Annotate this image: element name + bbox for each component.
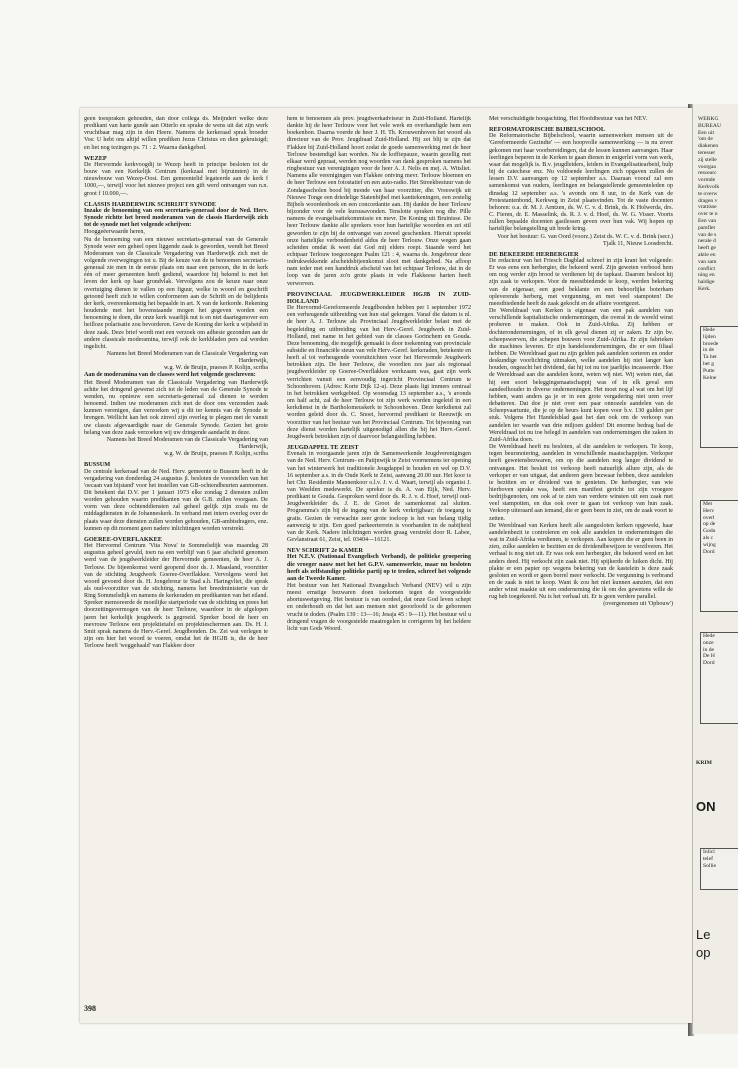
article-paragraph: De Wereldraad van Kerken is eigenaar van een pak aandelen van verschillende kapitalistische ondernemingen, die overal in de wereld winst proberen te maken. Ook in Zuid-Afrika. Zij hebben er dochterondernemingen, of in elk geval dienen zij er zaken. Er zijn bv. scheepswerven, die schepen bouwen voor Zuid-Afrika. Er zijn fabrieken die machines leveren. Er zijn handelsondernemingen, die er een filiaal hebben. De Wereldraad gaat nu zijn gelden pak aandelen sorteren en onder deskundige voorlichting uitmaken, welke aandelen hij niet langer kan houden, ongeacht het dividend, dat hij tot nu toe jaarlijks incasseerde. Hoe de Wereldraad aan die aandelen komt, weten wij niet. Wij weten niet, dat hij een soort beleggingsmaatschappij was of in elk geval een aandeelhouder in diverse ondernemingen. Het moet nog al wat om het lijf hebben, want anders ga je er in een grote vergadering niet uren over debatteren. Dat doe je niet over een paar onnozele aandelen van de Scheepvaartunie, die je op de beurs kunt kopen voor b.v. 130 gulden per stuk. Volgens Het Handelsblad gaat het dan ook om de verkoop van aandelen ter waarde van drie miljoen gulden! Dit enorme bedrag had de Wereldraad tot nu toe belegd in aandelen van ondernemingen die zaken in Zuid-Afrika doen.: [489, 308, 673, 443]
article-paragraph: De Wereldraad heeft nu besloten, al die aandelen te verkopen. Te koop, tegen beursnotering, aandelen in verschillende maatschappijen. Verkoper heeft gewetensbezwaren, om op die aandelen nog langer dividend te ontvangen. Het besluit tot verkoop heeft natuurlijk allure zijn, als de verkoper er van uitgaat, dat anderen geen bezwaar hebben, deze aandelen te bezitten en er dividend van te genieten. De herbergier, van wie hierboven sprake was, heeft een manifest gericht tot zijn vroegere bedrijfsgenoten, om ook af te zien van verdere winsten uit een zaak met veel stampotten, en dus ook over te gaan tot verkoop van hun zaak. Verkoop uiteraard aan iemand, die er geen been in ziet, om de zaak voort te zetten.: [489, 444, 673, 522]
article-paragraph: (overgenomen uit 'Opbouw'): [603, 601, 673, 608]
right-page-line: teresser: [698, 149, 716, 156]
right-page-line: broede: [703, 340, 719, 347]
article-paragraph: De Wereldraad van Kerken heeft alle aangesloten kerken opgewekt, haar aandelenbezit te controleren en ook alle aandelen in ondernemingen die wat in Zuid-Afrika verdienen, te verkopen. Aan kopers die er geen been in zien, zulke aandelen te bezitten en de dividendbewijzen te verzilveren. Het verhaal is nog niet uit. Er was ook een herbergier, die bekeerd werd en het anders deed. Hij verkocht zijn zaak niet. Hij spijkerde de luiken dicht. Hij plakte er een papier op: wegens bekering van de kastelein is deze zaak gesloten en wordt er geen borrel meer verkocht. De vergunning is verbrand en de zaak is niet te koop. Want ik zou het niet kunnen aanzien, dat een ander winst maakte uit een onderneming die ik om des gewetens wille de rug heb toegekeerd. Nu is het verhaal uit. Er is geen verdere parallel.: [489, 522, 673, 601]
right-page-line: Hede: [703, 327, 715, 333]
right-page-box-3: [700, 632, 738, 724]
right-page-line: het g: [703, 360, 715, 367]
right-page-line: als c: [703, 534, 714, 541]
right-page-line: voorgaa: [698, 163, 716, 170]
right-page-line: Godu: [703, 528, 716, 535]
article-paragraph: geen toespraken gehouden, dan door collega ds. Meijndert welke deze predikant van harte gunde aan Otterlo en sprake de wens uit dat zijn werk vruchtbaar mag zijn in den Heere. Namens de kerkeraad sprak broeder Vos: U hebt ons altijd willen prediken Jezus Christus en dien gekruisigd; en liet nog tezingen ps. 71 : 2. Waarna dankgebed.: [84, 116, 268, 151]
article-heading: BUSSUM: [84, 461, 111, 469]
article-paragraph: De redacteur van het Friesch Dagblad schreef in zijn krant het volgende: Er was eens een herbergier, die bekeerd werd. Zijn geweten verbood hem om nog verder zijn brood te verdienen bij de tapkast. Daarom besloot hij zijn zaak te verkopen. Voor de meestbiedende te koop, werden bekering van de eigenaar, een goed beklante en een behoorlijke boterham opleverende herberg, met vergunning, en met veel stampoten! De meestbiedende heeft de zaak gekocht en de affaire voortgezet.: [489, 257, 673, 307]
right-page-line: overl: [703, 514, 715, 521]
right-page-line: conflict: [698, 265, 716, 272]
right-page-line: Putte: [703, 367, 715, 374]
right-page-line: vormde: [698, 177, 716, 184]
column-1: [84, 116, 268, 992]
article-heading: PROVINCIAAL JEUGDWERKLEIDER HGJB IN ZUID-HOLLAND: [287, 290, 471, 305]
right-page-line: haldige: [698, 279, 715, 286]
article-paragraph: Evenals in voorgaande jaren zijn de Samenwerkende Jeugdverenigingen van de Ned. Herv. Centrum- en Patijnwijk te Zeist voornemens ter opening van het winterwerk het traditionele Jeugdappel te houden en wel op D.V. 16 september a.s. in de Oude Kerk te Zeist, aanvang 20.00 uur. Het koor is het Chr. Residentie Mannenkoor o.l.v. J. v. d. Waart, terwijl als organist J. van Weelden medewerkt. De spreker is ds. A. van Eijk, Ned. Herv. predikant te Gouda. Gesproken werd door ds. R. J. v. d. Hoef, terwijl oud-Jeugdwerkleider ds. J. E. de Groot de samenkomst zal sluiten. Programma's zijn bij de ingang van de kerk verkrijgbaar; de toegang is gratis. Gezien de verwachte zeer grote toeloop is het van belang tijdig aanwezig te zijn. Een goed parkeerterrein is voorhanden in de nabijheid van de Kerk. Nadere inlichtingen worden graag verstrekt door R. Labee, Gevlanstraat 61, Zeist, tel. 03404—16121.: [287, 451, 471, 544]
article-paragraph: De Hervormde kerkvoogdij te Wezep heeft in principe besloten tot de bouw van een Kerkelijk Centrum (kerkzaal met bijruimten) in de nieuwbouw van Wezep-Oost. Een gemeentelid legateerde aan de kerk f 1000,—, terwijl voor het nieuwe project een gift werd ontvangen van n.n. groot f 10.000,—.: [84, 161, 268, 197]
right-page-line: aktie en: [698, 251, 716, 258]
right-page-line: nerale d: [698, 238, 716, 245]
right-page-box-2: [700, 500, 738, 612]
right-page-line: BUREAU: [698, 122, 721, 129]
article-paragraph: Voor het bestuur: G. van Oord (voorz.) Zeist ds. W. C. v. d. Brink (secr.) Tjalk 11, Nieuw Loosdrecht.: [497, 233, 673, 247]
article-paragraph: Namens het Breed Moderamen van de Classicale Vergadering van Harderwijk,: [106, 351, 268, 365]
right-page-line: Kerk.: [698, 285, 711, 292]
article-heading: NEV SCHRIFT 2e KAMER: [287, 547, 363, 555]
right-page-line: Een uit: [698, 129, 715, 136]
column-3: [489, 116, 673, 992]
right-page-line: op de: [703, 521, 716, 528]
right-page-line: Kelne: [703, 374, 717, 381]
right-page-line: dragen v: [698, 197, 718, 204]
article-paragraph: Het Hervormd Centrum 'Vita Nova' te Sommelsdijk was maandag 28 augustus geheel gevuld, toen na een verblijf van 6 jaar afscheid genomen werd van de jeugdwerkleider der Hervormde gemeenten, de heer A. J. Terlouw. De bijeenkomst werd geopend door ds. J. Maasland, voorzitter van de stichting Jeugdwerk Goeree-Overflakkee. Vervolgens werd het woord gevoerd door ds. H. Jongebreur te Stad a.h. Haringvliet, die sprak als oud-voorzitter van de stichting, namens het breedministerie van de Ring Sommelsdijk en namens de kerkeraden en predikanten van het eiland. Spreker memoreerde de moeilijke startperiode van de stichting en prees het doorzettingsvermogen van de heer Terlouw, waardoor in de afgelopen jaren het kerkelijk jeugdwerk is gegroeid. Spreker bood de heer en mevrouw Terlouw een projektietafel en projektieschermen aan. Ds. H. J. Smit sprak namens de Herv.-Geref. Jeugdbonden. Ds. Zei wat verlegen te zijn om hier het woord te voeren, omdat het de HGJB is, die de heer Terlouw heeft 'weggehaald' van Flakkee door: [84, 543, 268, 650]
right-page-krim: KRIM: [696, 760, 712, 766]
right-page-on: ON: [696, 800, 716, 814]
article-heading: CLASSIS HARDERWIJK SCHRIJFT SYNODE: [84, 200, 217, 208]
right-page-line: zij stelle: [698, 156, 717, 163]
article-heading: REFORMATORISCHE BIJBELSCHOOL: [489, 126, 606, 134]
page-number: 398: [84, 1004, 96, 1013]
article-paragraph: Namens het Breed Moderamen van de Classicale Vergadering van Harderwijk,: [106, 436, 268, 451]
right-page-line: Sollie: [703, 862, 717, 869]
column-2: [287, 116, 471, 992]
article-paragraph: Nu de benoeming van een nieuwe secretaris-generaal van de Generale Synode weer een geheel open liggende zaak is geworden, wendt het Breed Moderamen van de Classicale Vergadering van Harderwijk zich met de volgende overwegingen tot u. Bij de keuze van de te benoemen secretaris-generaal zie men in de eerste plaats om naar een persoon, die in de kerk één of meer gemeenten heeft gediend, waardoor hij bekend is met het leven der kerk op haar grondvlak. Vervolgens zou de keuze naar onze overtuiging dienen te vallen op een figuur, welke in woord en geschrift getoond heeft zich te willen conformeren aan de Schrift en de belijdenis der kerk, overeenkomstig het bepaalde in art. X van de kerkorde. Rekening houdende met het bovenstaande mogen het gegeven worden een benoeming te doen, die onze kerk waarlijk nut is en niet daartegenover een heilloze polarisatie zou bevorderen. Geve de Koning der kerk u wijsheid in deze zaak. Deze brief wordt met een verzoek om adhesie gezonden aan de andere classicale moderamina, terwijl ook de kerkbladen pers zal worden ingelicht.: [84, 236, 268, 350]
right-page-line: Inlicl: [703, 849, 715, 855]
right-page-line: pamflet: [698, 224, 716, 231]
right-page-line: onze: [703, 639, 714, 646]
article-paragraph: Het Breed Moderamen van de Classicale Vergadering van Harderwijk achtte het dringend gewenst zich tot de leden van de Generale Synode te wenden, nu opnieuw een secretaris-generaal zal dienen te worden benoemd. Indien uw moderamen zich met de door ons verzonden zaak kunnen verenigen, dan verzoeken wij u dit ter kennis van de Synode te brengen. Wellicht kan het ook zinvol zijn overleg te plegen met de vanuit uw classis afgevaardigde naar de Generale Synode. Gezien het grote belang van deze zaak verzoeken wij uw dringende aandacht in deze.: [84, 379, 268, 436]
right-page-line: lijden: [703, 333, 716, 340]
right-page-op: op: [696, 946, 711, 960]
right-page-line: telef: [703, 855, 713, 862]
right-page-line: vrattisse: [698, 204, 717, 211]
right-page-line: wijng: [703, 541, 716, 548]
article-paragraph: hem te benoemen als prov. jeugdwerkadviseur in Zuid-Holland. Hartelijk dankte hij de heer Terlouw voor het vele werk en overhandigde hem een boekenbon. Daarna voerde de heer J. H. Th. Krouwenhoven het woord als directeur van de Prov. Jeugdraad Zuid-Holland. Hij zei blij te zijn dat Flakkee bij Zuid-Holland hoort zodat de goede samenwerking met de heer Terlouw bestendigd kan worden. Na de koffiepauze, waarin gezellig met elkaar werd gepraat, werden nog woorden van dank gesproken namens het ringbestuur van verenigingen voor de heer A. J. Nelis en mej. A. Witsliet. Namens alle verenigingen van Flakkee ontving mevr. Terlouw bloemen en de heer Terlouw een fotostatief en een auto-radio. Het Streekbestuur van de Zondagsscholen bood bij monde van haar voorzitter, dhr. Vreeswijk uit Nieuwe Tonge een driedelige Statenbijbel met kanttekeningen, een zestelig Bijbels woordenboek en een concordantie aan. Hij dankte de heer Terlouw bijzonder voor de vele kursusavonden. Tenslotte spraken nog dhr. Pille namens de evangelisatiekommissie en mevr. De Koning uit Bruinisse. De heer Terlouw dankte alle sprekers voor hun hartelijke woorden en zei stil geworden te zijn bij de ontvangst van zoveel geschenken. Hieruit spreekt onze hartelijke verbondenheid aldus de heer Terlouw. Onze wegen gaan scheiden omdat ik weet dat God mij elders roept. Staande werd het echtpaar Terlouw toegezongen Psalm 121 : 4, waarna ds. Jongebreur deze indrukwekkende afscheidsbijeenkomst sloot met dankgebed. Na afloop nam ieder met een handdruk afscheid van het echtpaar Terlouw, dat in de loop van de jaren zo'n grote plaats in vele Flakkeese harten heeft verworven.: [287, 116, 471, 287]
right-page-line: Kerkvolk: [698, 183, 720, 190]
right-page-line: ning en: [698, 272, 715, 279]
right-page-line: Hede: [703, 633, 715, 639]
right-page-le: Le: [696, 928, 711, 942]
right-page-line: WERKG: [698, 116, 719, 122]
article-paragraph: De Hervormd-Gereformeerde Jeugdbonden hebben per 1 september 1972 een verheugende uitbreiding van hun staf gekregen. Vanaf die datum is nl. de heer A. J. Terlouw als Provinciaal Jeugdwerkleider belast met de begeleiding en uitbreiding van het Herv.-Geref. Jeugdwerk in Zuid-Holland, met name in het gebied van de classes Gorinchem en Gouda. Deze benoeming, die mogelijk gemaakt is door toekenning van provinciale subsidie en financiële steun van vele Herv.-Geref. kerkeraden, betekente en heeft al tot verheugende vooruitzichten voor het Hervormde Jeugdwerk betrokken zijn. De heer Terlouw, die voordien zes jaar als regionaal jeugdwerkleider op Goeree-Overflakkee werkzaam was, gaat zijn werk verrichten vanuit een eenvoudig ingericht Provinciaal Centrum te Schoonhoven. (Adres: Korte Dijk 12-a). Deze plaats ligt immers centraal in het betrokken werkgebied. Op woensdag 13 september a.s., 's avonds om half acht, zal de heer Terlouw tot zijn werk worden ingeleid in een kerkdienst in de Bartholomeuskerk te Schoonhoven. Deze kerkdienst zal worden geleid door ds. C. Snoei, hervormd predikant te Reeuwijk en voorzitter van het bestuur van het Provinciaal Centrum. Tot bijwoning van deze dienst worden hartelijk uitgenodigd allen die bij het Herv.-Geref. Jeugdwerk betrokken zijn of daarvoor belangstelling hebben.: [287, 305, 471, 440]
right-page-line: te overw: [698, 190, 718, 197]
article-paragraph: Het N.E.V. (Nationaal Evangelisch Verband), de politieke groepering die vroeger nauw met het het G.P.V. samenwerkte, maar nu besloten heeft als zelfstandige politieke partij op te treden, schreef het volgende aan de Tweede Kamer.: [287, 554, 471, 582]
right-page-line: heeft ge: [698, 245, 716, 252]
article-paragraph: w.g. W. de Bruijn, praeses P. Kolijn, scriba: [163, 365, 268, 372]
article-heading: JEUGDAPPEL TE ZEIST: [287, 444, 359, 452]
article-paragraph: Aan de moderamina van de classes werd het volgende geschreven:: [84, 372, 256, 379]
article-paragraph: Het bestuur van het Nationaal Evangelisch Verband (NEV) wil u zijn meest ernstige bezwaren doen toekomen tegen de voorgestelde abortuswetgeving. Het bestuur is van oordeel, dat onze God leven schept en onderhoudt en dat het aan mensen niet geoorloofd is de geborenen vrucht te doden. (Psalm 139 : 13—16; Jesaja 45 : 9—11). Het bestuur wil u dringend vragen de voorgestelde maatregelen te corrigeren bij het heldere licht van Gods Woord.: [287, 583, 471, 632]
right-page-line: Dord: [703, 660, 715, 667]
article-paragraph: Hooggeëerwaarde heren,: [84, 229, 145, 236]
right-page-line: diakenen: [698, 143, 719, 150]
right-page-line: Herv: [703, 507, 715, 514]
right-page-line: De H: [703, 653, 715, 660]
right-page-line: Met: [703, 501, 713, 507]
right-page-line: in de: [703, 646, 715, 653]
right-page-line: Ta her: [703, 354, 718, 361]
right-page-line: Een van: [698, 217, 717, 224]
article-heading: GOEREE-OVERFLAKKEE: [84, 535, 163, 543]
article-paragraph: Met verschuldigde hoogachting, Het Hoofdbestuur van het NEV.: [489, 116, 648, 122]
right-page-line: in de: [703, 347, 715, 354]
article-paragraph: De centrale kerkeraad van de Ned. Herv. gemeente te Bussum heeft in de vergadering van donderdag 24 augustus jl. besloten de voorstellen van het 'oecaan van bijstand' voor het instellen van GB-ochtendbeurten aanmomen. Dit betekent dat D.V. per 1 januari 1973 elke zondag 2 diensten zullen worden gehouden waarin predikanten van de G.B. zullen voorgaan. De vorm van deze ochtenddiensten zal geheel gelijk zijn zoals nu de middagdiensten in de Johanneskerk. In verband met intern overleg over de plaats waar deze diensten zullen worden gehouden, GB-ambtsdragers, enz. kunnen op dit moment geen nadere inlichtingen worden verstrekt.: [84, 468, 268, 532]
right-page-box-1: [700, 326, 738, 448]
right-page-box-4: [700, 848, 738, 890]
article-heading: WEZEP: [84, 154, 107, 162]
right-page-column: [696, 116, 738, 316]
article-heading: DE BEKEERDE HERBERGIER: [489, 250, 579, 258]
right-page-line: 'om de: [698, 136, 713, 143]
right-page-line: ressourc: [698, 170, 717, 177]
right-page-line: Dord: [703, 548, 715, 555]
right-page-line: van sam: [698, 258, 717, 265]
right-page-line: over te n: [698, 211, 718, 218]
right-page-line: van de s: [698, 231, 717, 238]
article-paragraph: Inzake de benoeming van een secretaris-generaal door de Ned. Herv. Synode richtte het breed moderamen van de classis Harderwijk zich tot de synode met het volgende schrijven:: [84, 207, 268, 229]
article-paragraph: De Reformatorische Bijbelschool, waarin samenwerken mensen uit de 'Gereformeerde Gezindte' — een hoopvolle samenwerking — is nu zover gekomen met haar voorbereidingen, dat de lessen kunnen aanvangen. Haar leerlingen beperen in de Kerken te gaan dienen in enigerlei vorm van werk, waar dat mogelijk is. B.v. jeugdleiders, leiders in Evangelisatiearbeid, hulp bij de catechese enz. Nu voldoende leerlingen zich opgaven zullen de lessen D.V. aanvangen op 12 september a.s. Daaraan vooraf zal een samenkomst van ouders, leerlingen en belangstellende gemeenteleden op dinsdag 12 september a.s. 's avonds om 8 uur, in de Kerk van de Protestantenbond, Kerkweg in Zeist plaatsvinden. Tot de vaste docenten behoren: o.a. dr. M. J. Arntzen, ds. W. C. v. d. Brink, ds. K Holwerda, drs. C. Fieren, dr. E. Masselink, ds. R. J. v. d. Hoef, ds. W. G. Visser. Voorts zullen bepaalde docenten gastlessen geven over hun vak. Wij hopen op hartelijke belangstelling uit brede kring.: [489, 133, 673, 233]
article-paragraph: w.g. W. de Bruijn, praeses P. Kolijn, scriba: [163, 451, 268, 458]
